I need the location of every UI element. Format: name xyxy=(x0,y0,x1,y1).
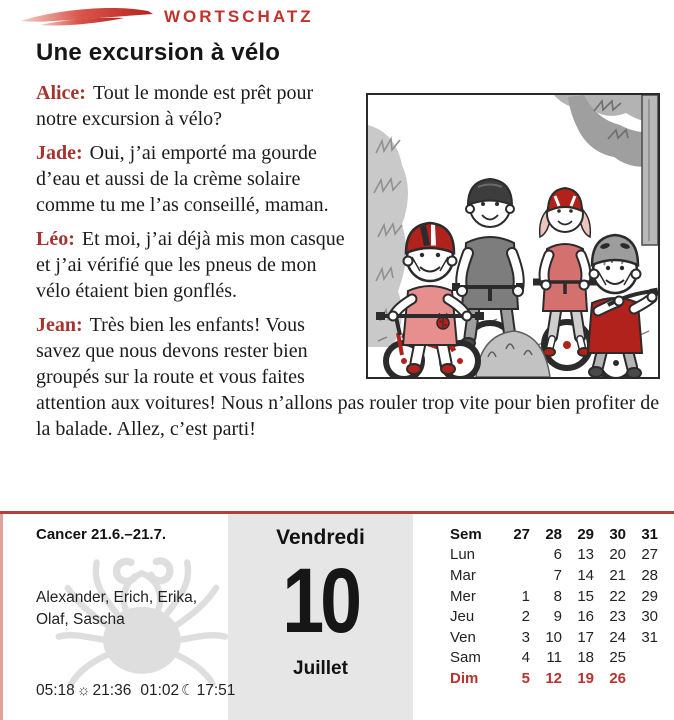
calendar-date-cell: 15 xyxy=(577,587,594,605)
weekday-label: Vendredi xyxy=(276,526,365,549)
calendar-day-label: Dim xyxy=(450,669,479,687)
calendar-date-cell xyxy=(498,545,530,566)
dialogue-text: Oui, j’ai emporté ma gourde d’eau et aussi de la crème solaire comme tu me l’as conseillé, maman. xyxy=(36,142,329,216)
calendar-date-cell: 19 xyxy=(577,669,594,687)
name-days: Alexander, Erich, Erika, Olaf, Sascha xyxy=(36,589,198,628)
calendar-date-cell xyxy=(498,565,530,586)
calendar-row xyxy=(450,648,658,669)
calendar-date-cell: 30 xyxy=(641,608,658,626)
calendar-header-cell: 30 xyxy=(609,525,626,543)
brand-name: WORTSCHATZ xyxy=(164,7,314,26)
dialogue-section xyxy=(36,80,660,442)
zodiac-label: Cancer 21.6.–21.7. xyxy=(36,526,167,543)
calendar-date-cell: 7 xyxy=(553,566,562,584)
calendar-row xyxy=(450,627,658,648)
sun-moon-times xyxy=(36,681,235,700)
speaker-name: Léo: xyxy=(36,228,75,250)
calendar-date-cell: 17 xyxy=(577,628,594,646)
calendar-header-cell: 27 xyxy=(513,525,530,543)
calendar-date-cell: 13 xyxy=(577,546,594,564)
speaker-name: Alice: xyxy=(36,82,86,104)
calendar-header-cell: 29 xyxy=(577,525,594,543)
calendar-date-cell: 8 xyxy=(553,587,562,605)
dialogue-text: Très bien les enfants! Vous savez que nous devons rester bien groupés sur la route et vous faites attention aux voitures! Nous n’allons pas rouler trop vite pour bien profiter de la balade. Allez, c’est parti! xyxy=(36,314,660,440)
dialogue-text: Tout le monde est prêt pour notre excursion à vélo? xyxy=(36,82,314,130)
calendar-header-cell: 28 xyxy=(545,525,562,543)
date-panel xyxy=(228,514,413,720)
calendar-date-cell: 27 xyxy=(641,546,658,564)
calendar-date-cell: 14 xyxy=(577,566,594,584)
page-title: Une excursion à vélo xyxy=(36,39,281,66)
moonrise-time: 01:02 xyxy=(140,682,180,699)
calendar-date-cell: 24 xyxy=(609,628,626,646)
calendar-row xyxy=(450,606,658,627)
calendar-date-cell: 9 xyxy=(553,608,562,626)
calendar-date-cell: 10 xyxy=(545,628,562,646)
day-number: 10 xyxy=(282,550,359,652)
sun-icon: ☼ xyxy=(76,682,91,699)
calendar-date-cell: 5 xyxy=(521,669,530,687)
calendar-date-cell xyxy=(626,668,658,689)
calendar-date-cell: 25 xyxy=(609,649,626,667)
calendar-header-row xyxy=(450,524,658,545)
calendar-date-cell: 16 xyxy=(577,608,594,626)
calendar-date-cell: 29 xyxy=(641,587,658,605)
calendar-row xyxy=(450,586,658,607)
calendar-row xyxy=(450,545,658,566)
sunset-time: 21:36 xyxy=(92,682,132,699)
calendar-date-cell: 23 xyxy=(609,608,626,626)
calendar-header-cell: 31 xyxy=(641,525,658,543)
calendar-day-label: Mer xyxy=(450,587,476,605)
calendar-day-label: Mar xyxy=(450,566,476,584)
calendar-date-cell: 18 xyxy=(577,649,594,667)
calendar-date-cell: 26 xyxy=(609,669,626,687)
month-label: Juillet xyxy=(293,658,348,679)
speaker-name: Jade: xyxy=(36,142,83,164)
calendar-date-cell xyxy=(626,648,658,669)
calendar-date-cell: 20 xyxy=(609,546,626,564)
sunrise-time: 05:18 xyxy=(36,682,75,699)
calendar-day-label: Sam xyxy=(450,649,481,667)
dialogue-text: Et moi, j’ai déjà mis mon casque et j’ai vérifié que les pneus de mon vélo étaient bien gonflés. xyxy=(36,228,345,302)
family-cycling-illustration xyxy=(366,93,660,379)
calendar-day-label: Ven xyxy=(450,628,476,646)
calendar-day-label: Jeu xyxy=(450,608,475,626)
calendar-date-cell: 31 xyxy=(641,628,658,646)
calendar-date-cell: 2 xyxy=(521,608,530,626)
moon-icon: ☾ xyxy=(181,682,195,699)
mini-calendar xyxy=(450,524,658,689)
calendar-date-cell: 12 xyxy=(545,669,562,687)
calendar-date-cell: 21 xyxy=(609,566,626,584)
calendar-row xyxy=(450,565,658,586)
header xyxy=(20,6,660,28)
swoosh-logo-icon xyxy=(20,6,154,28)
mini-calendar-column xyxy=(413,514,674,720)
zodiac-column xyxy=(0,514,236,720)
speaker-name: Jean: xyxy=(36,314,83,336)
calendar-date-cell: 4 xyxy=(521,649,530,667)
calendar-day-label: Lun xyxy=(450,546,476,564)
calendar-row xyxy=(450,668,658,689)
calendar-date-cell: 6 xyxy=(553,546,562,564)
calendar-date-cell: 28 xyxy=(641,566,658,584)
calendar-footer xyxy=(0,511,674,720)
calendar-date-cell: 11 xyxy=(546,649,562,667)
calendar-header-cell: Sem xyxy=(450,525,482,543)
moonset-time: 17:51 xyxy=(196,682,236,699)
calendar-date-cell: 1 xyxy=(521,587,530,605)
calendar-date-cell: 3 xyxy=(521,628,530,646)
calendar-date-cell: 22 xyxy=(609,587,626,605)
family-cycling-drawing xyxy=(368,95,658,377)
